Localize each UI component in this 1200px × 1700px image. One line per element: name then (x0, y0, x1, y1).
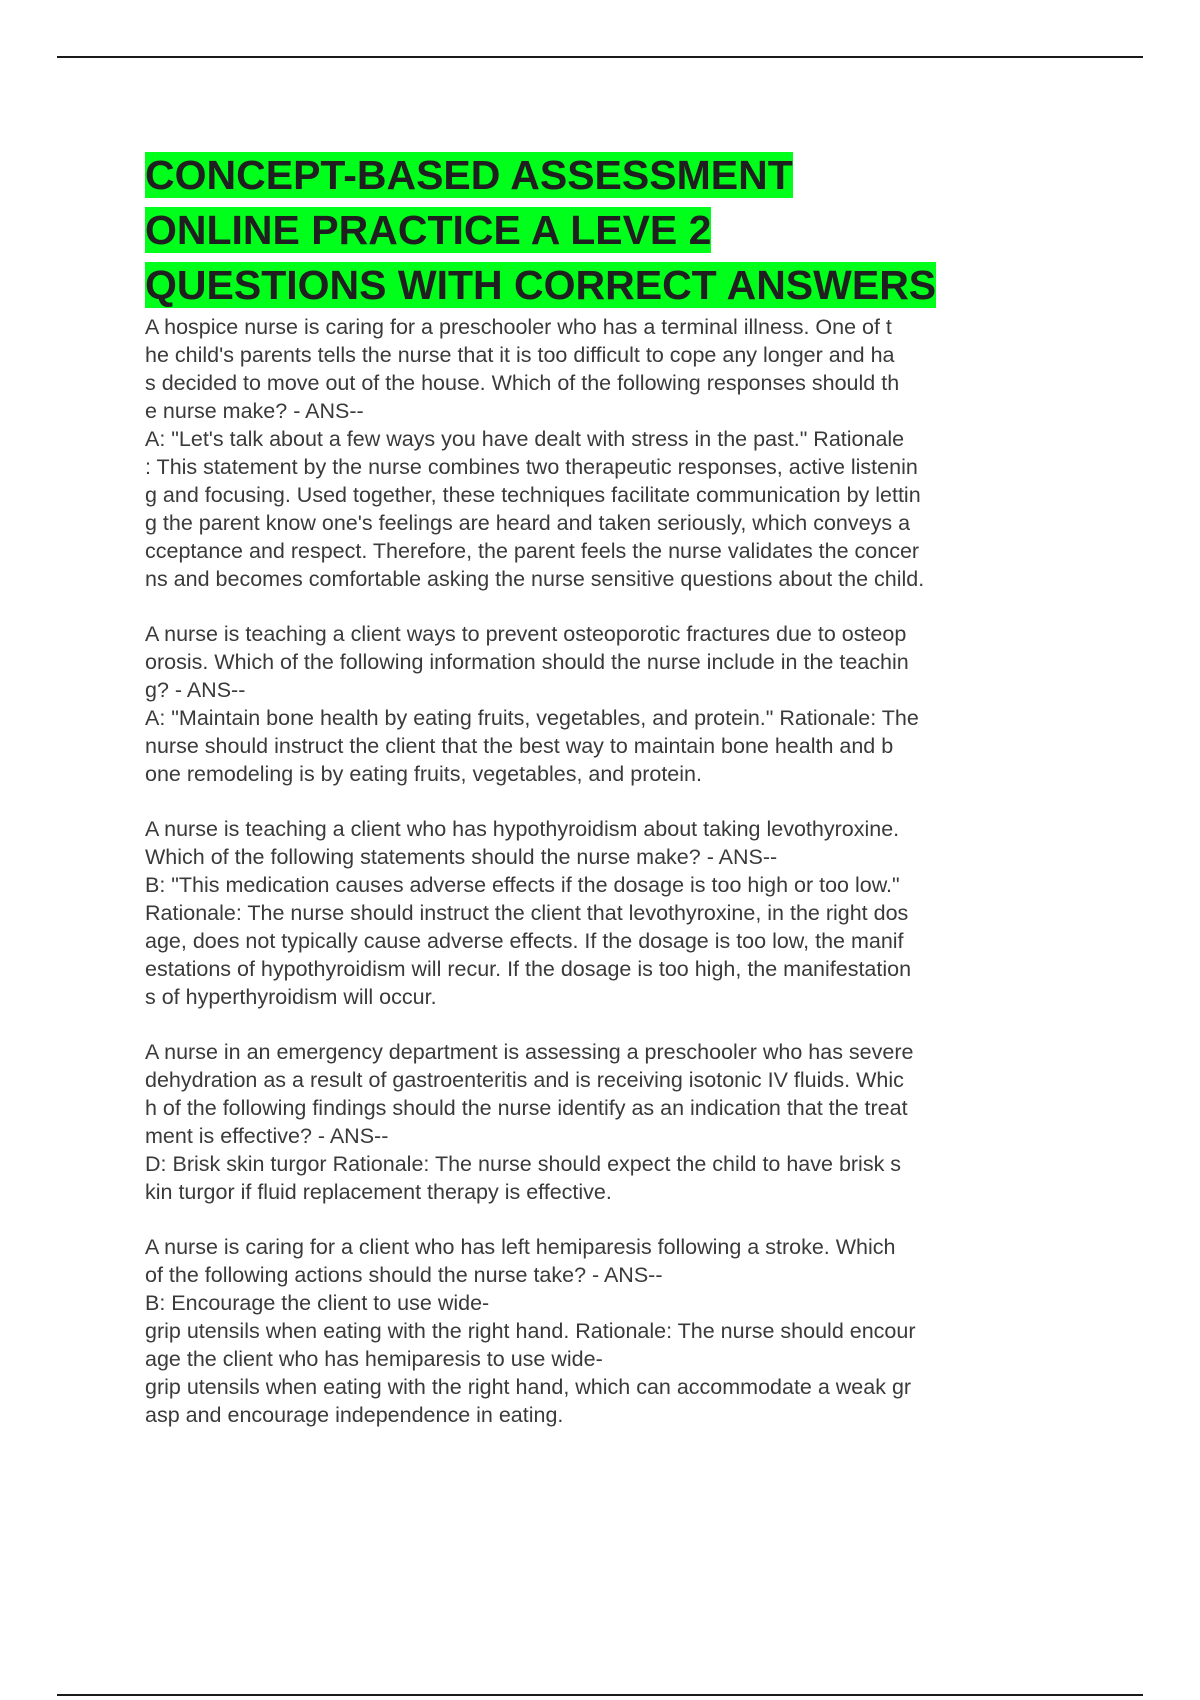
answer-text: B: "This medication causes adverse effects if the dosage is too high or too low." Rationale: The nurse should instruct the client that levothyroxine, in the right dos age, does not typically cause adverse effects. If the dosage is too low, the manif estations of hypothyroidism will recur. If the dosage is too high, the manifestation s of hyperthyroidism will occur. (145, 873, 912, 1009)
question-text: A nurse is teaching a client ways to prevent osteoporotic fractures due to osteop orosis. Which of the following information should the nurse include in the teachin g? - ANS-- (145, 622, 909, 702)
answer-text: A: "Let's talk about a few ways you have dealt with stress in the past." Rationale : This statement by the nurse combines two therapeutic responses, active listenin g and focusing. Used together, these techniques facilitate communication by lettin g the parent know one's feelings are heard and taken seriously, which conveys a cceptance and respect. Therefore, the parent feels the nurse validates the concer ns and becomes comfortable asking the nurse sensitive questions about the child. (145, 427, 925, 591)
qa-item (145, 620, 1085, 788)
document-title (145, 148, 1085, 313)
title-line: ONLINE PRACTICE A LEVE 2 (145, 207, 712, 253)
top-rule (57, 56, 1143, 58)
qa-item (145, 313, 1085, 593)
question-text: A hospice nurse is caring for a preschooler who has a terminal illness. One of t he child's parents tells the nurse that it is too difficult to cope any longer and ha s decided to move out of the house. Which of the following responses should th e nurse make? - ANS-- (145, 315, 900, 423)
question-text: A nurse is caring for a client who has left hemiparesis following a stroke. Which of the following actions should the nurse take? - ANS-- (145, 1235, 896, 1287)
document-body (145, 148, 1085, 1429)
title-line: QUESTIONS WITH CORRECT ANSWERS (145, 262, 937, 308)
answer-text: B: Encourage the client to use wide- grip utensils when eating with the right hand. Rationale: The nurse should encour age the client who has hemiparesis to use wide- grip utensils when eating with the right hand, which can accommodate a weak gr asp and encourage independence in eating. (145, 1291, 916, 1427)
question-text: A nurse in an emergency department is assessing a preschooler who has severe dehydration as a result of gastroenteritis and is receiving isotonic IV fluids. Whic h of the following findings should the nurse identify as an indication that the treat ment is effective? - ANS-- (145, 1040, 914, 1148)
answer-text: A: "Maintain bone health by eating fruits, vegetables, and protein." Rationale: The nurse should instruct the client that the best way to maintain bone health and b one remodeling is by eating fruits, vegetables, and protein. (145, 706, 919, 786)
qa-item (145, 1038, 1085, 1206)
qa-item (145, 815, 1085, 1011)
bottom-rule (57, 1694, 1143, 1696)
question-text: A nurse is teaching a client who has hypothyroidism about taking levothyroxine. Which of the following statements should the nurse make? - ANS-- (145, 817, 900, 869)
answer-text: D: Brisk skin turgor Rationale: The nurse should expect the child to have brisk s kin turgor if fluid replacement therapy is effective. (145, 1152, 902, 1204)
title-line: CONCEPT-BASED ASSESSMENT (145, 152, 793, 198)
qa-item (145, 1233, 1085, 1429)
